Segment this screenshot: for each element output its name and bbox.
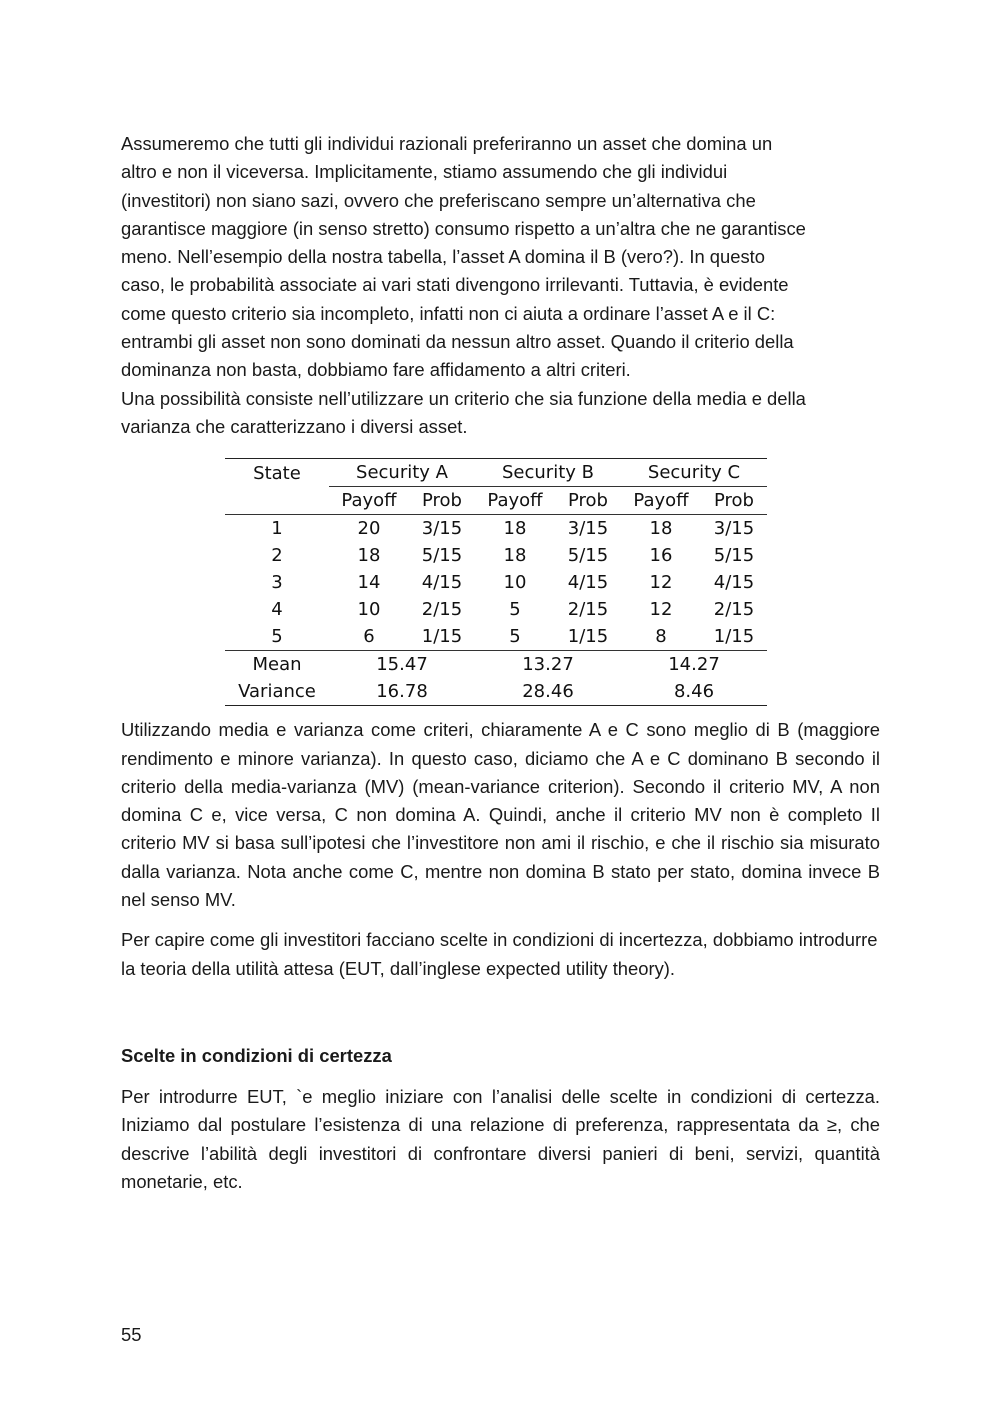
payoff-cell: 6	[363, 626, 375, 648]
prob-cell: 5/15	[567, 545, 609, 567]
mean-label: Mean	[225, 651, 329, 679]
intro-line: Una possibilità consiste nell’utilizzare un criterio che sia funzione della media e della	[121, 387, 806, 409]
variance-label: Variance	[225, 678, 329, 706]
section-heading: Scelte in condizioni di certezza	[121, 1044, 392, 1066]
prob-cell: 2/15	[713, 599, 755, 621]
payoff-subheader: Payoff	[329, 487, 409, 515]
intro-paragraph	[121, 130, 880, 441]
securities-table-wrapper	[121, 458, 880, 706]
intro-line: come questo criterio sia incompleto, infatti non ci aiuta a ordinare l’asset A e il C:	[121, 302, 776, 324]
state-cell: 2	[271, 545, 283, 567]
intro-line: altro e non il viceversa. Implicitamente, stiamo assumendo che gli individui	[121, 161, 728, 183]
intro-line: meno. Nell’esempio della nostra tabella, l’asset A domina il B (vero?). In questo	[121, 246, 766, 268]
security-b-header: Security B	[475, 459, 621, 487]
security-c-header: Security C	[621, 459, 767, 487]
payoff-cell: 5	[509, 626, 521, 648]
payoff-cell: 8	[655, 626, 667, 648]
intro-line: Assumeremo che tutti gli individui razionali preferiranno un asset che domina un	[121, 133, 773, 154]
state-cell: 5	[271, 626, 283, 648]
prob-cell: 4/15	[713, 572, 755, 594]
prob-cell: 3/15	[567, 518, 609, 540]
variance-value: 28.46	[475, 678, 621, 706]
empty-subheader	[225, 487, 329, 515]
mv-paragraph: Utilizzando media e varianza come criteri, chiaramente A e C sono meglio di B (maggiore rendimento e minore varianza). In questo caso, diciamo che A e C dominano B secondo il criterio della media-varianza (MV) (mean-variance criterion). Secondo il criterio MV, A non domina C e, vice versa, C non domina A. Quindi, anche il criterio MV non è completo Il criterio MV si basa sull’ipotesi che l’investitore non ami il rischio, e che il rischio sia misurato dalla varianza. Nota anche come C, mentre non domina B stato per stato, domina invece B nel senso MV.	[121, 719, 880, 911]
payoff-cell: 5	[509, 599, 521, 621]
table-header-row	[225, 459, 767, 487]
payoff-cell: 12	[649, 599, 673, 621]
security-a-header: Security A	[329, 459, 475, 487]
prob-subheader: Prob	[409, 487, 475, 515]
intro-line: garantisce maggiore (in senso stretto) consumo rispetto a un’altra che ne garantisce	[121, 217, 806, 239]
prob-cell: 5/15	[421, 545, 463, 567]
payoff-cell: 18	[503, 518, 527, 540]
table-subheader-row	[225, 487, 767, 515]
payoff-cell: 16	[649, 545, 673, 567]
prob-cell: 4/15	[567, 572, 609, 594]
prob-cell: 1/15	[713, 626, 755, 648]
payoff-cell: 18	[649, 518, 673, 540]
mean-value: 14.27	[621, 651, 767, 679]
summary-rows	[225, 651, 767, 706]
variance-value: 8.46	[621, 678, 767, 706]
page-number: 55	[121, 1324, 142, 1345]
payoff-cell: 18	[357, 545, 381, 567]
state-cell: 4	[271, 599, 283, 621]
prob-subheader: Prob	[555, 487, 621, 515]
payoff-cell: 20	[357, 518, 381, 540]
intro-line: (investitori) non siano sazi, ovvero che preferiscano sempre un’alternativa che	[121, 189, 756, 211]
table-row	[225, 542, 767, 569]
prob-cell: 2/15	[421, 599, 463, 621]
table-row	[225, 596, 767, 623]
prob-subheader: Prob	[701, 487, 767, 515]
prob-cell: 1/15	[567, 626, 609, 648]
intro-line: entrambi gli asset non sono dominati da nessun altro asset. Quando il criterio della	[121, 331, 794, 353]
prob-cell: 4/15	[421, 572, 463, 594]
eut-paragraph: Per capire come gli investitori facciano scelte in condizioni di incertezza, dobbiamo introdurre la teoria della utilità attesa (EUT, dall’inglese expected utility theory).	[121, 929, 878, 979]
payoff-subheader: Payoff	[621, 487, 701, 515]
state-cell: 3	[271, 572, 283, 594]
prob-cell: 3/15	[421, 518, 463, 540]
payoff-subheader: Payoff	[475, 487, 555, 515]
intro-line: dominanza non basta, dobbiamo fare affidamento a altri criteri.	[121, 359, 631, 381]
prob-cell: 5/15	[713, 545, 755, 567]
intro-line: varianza che caratterizzano i diversi asset.	[121, 415, 468, 437]
intro-line: caso, le probabilità associate ai vari stati divengono irrilevanti. Tuttavia, è evidente	[121, 274, 789, 296]
state-header: State	[225, 459, 329, 487]
table-row	[225, 623, 767, 651]
payoff-cell: 14	[357, 572, 381, 594]
variance-row	[225, 678, 767, 706]
state-cell: 1	[271, 518, 283, 540]
table-row	[225, 569, 767, 596]
certainty-paragraph: Per introdurre EUT, `e meglio iniziare con l’analisi delle scelte in condizioni di certezza. Iniziamo dal postulare l’esistenza di una relazione di preferenza, rappresentata da ≥, che descrive l’abilità degli investitori di confrontare diversi panieri di beni, servizi, quantità monetarie, etc.	[121, 1085, 880, 1192]
mean-row	[225, 651, 767, 679]
securities-table	[225, 458, 767, 706]
payoff-cell: 12	[649, 572, 673, 594]
payoff-cell: 10	[357, 599, 381, 621]
state-rows	[225, 515, 767, 651]
page-content	[121, 130, 880, 1196]
table-row	[225, 515, 767, 543]
prob-cell: 2/15	[567, 599, 609, 621]
prob-cell: 1/15	[421, 626, 463, 648]
mean-value: 15.47	[329, 651, 475, 679]
prob-cell: 3/15	[713, 518, 755, 540]
variance-value: 16.78	[329, 678, 475, 706]
payoff-cell: 18	[503, 545, 527, 567]
payoff-cell: 10	[503, 572, 527, 594]
mean-value: 13.27	[475, 651, 621, 679]
